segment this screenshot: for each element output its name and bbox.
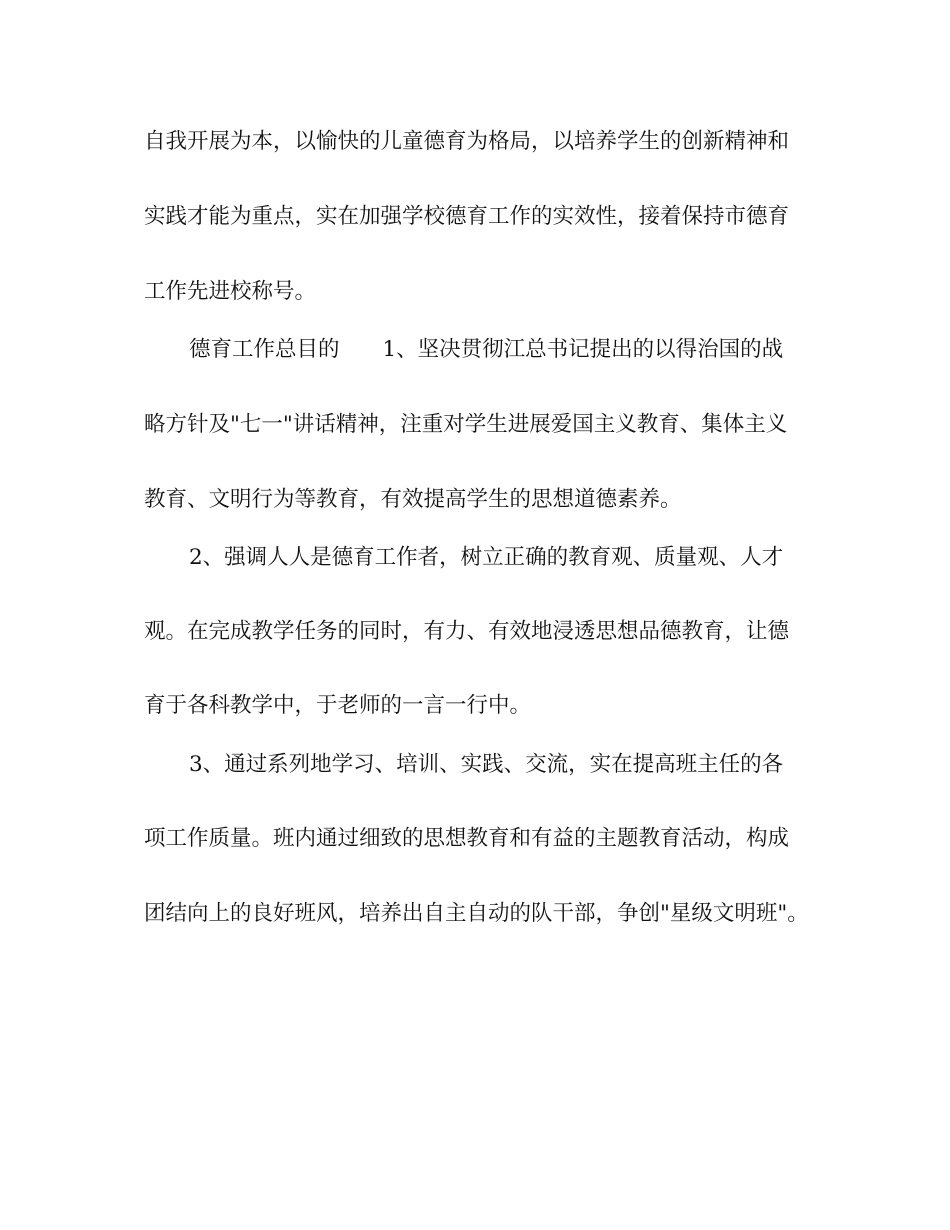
text-line-7: 2、强调人人是德育工作者，树立正确的教育观、质量观、人才 [189, 545, 784, 570]
text-line-2: 实践才能为重点，实在加强学校德育工作的实效性，接着保持市德育 [144, 204, 790, 229]
text-line-3: 工作先进校称号。 [144, 279, 317, 304]
text-line-9: 育于各科教学中，于老师的一言一行中。 [144, 693, 532, 718]
text-line-6: 教育、文明行为等教育，有效提高学生的思想道德素养。 [144, 487, 682, 512]
text-line-12: 团结向上的良好班风，培养出自主自动的队干部，争创"星级文明班"。 [144, 901, 809, 926]
text-line-8: 观。在完成教学任务的同时，有力、有效地浸透思想品德教育，让德 [144, 619, 790, 644]
text-line-4: 德育工作总目的 1、坚决贯彻江总书记提出的以得治国的战 [189, 337, 784, 362]
text-line-10: 3、通过系列地学习、培训、实践、交流，实在提高班主任的各 [189, 752, 784, 777]
text-line-5: 略方针及"七一"讲话精神，注重对学生进展爱国主义教育、集体主义 [144, 412, 788, 437]
text-line-1: 自我开展为本，以愉快的儿童德育为格局，以培养学生的创新精神和 [144, 129, 790, 154]
text-line-11: 项工作质量。班内通过细致的思想教育和有益的主题教育活动，构成 [144, 826, 790, 851]
